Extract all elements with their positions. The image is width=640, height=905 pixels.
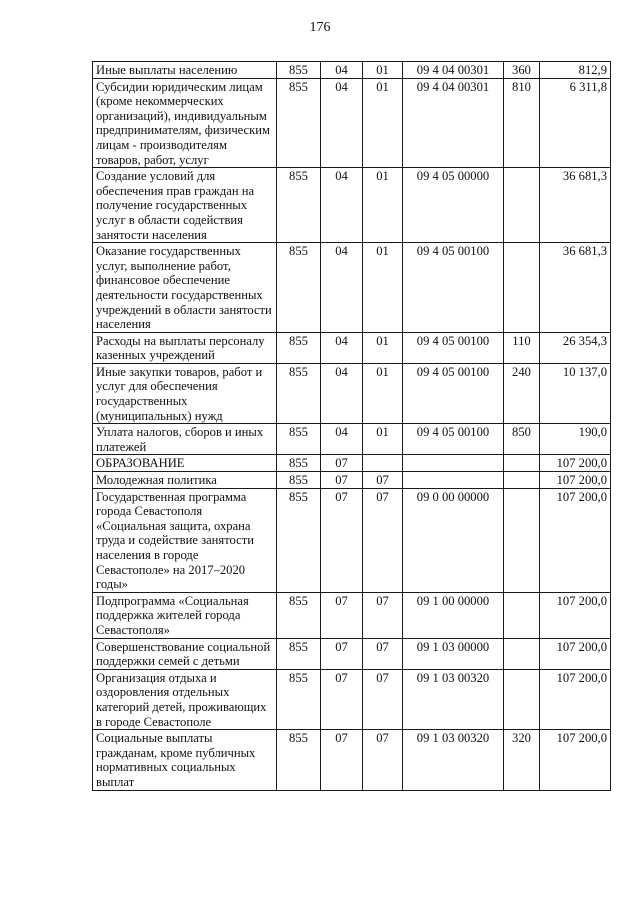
table-row <box>93 332 611 363</box>
cell-admin-code: 855 <box>277 730 321 790</box>
table-row <box>93 669 611 729</box>
cell-section: 04 <box>321 243 363 333</box>
budget-table-body <box>93 62 611 791</box>
cell-amount: 107 200,0 <box>540 472 611 489</box>
cell-expense-type <box>504 488 540 592</box>
cell-target-article: 09 4 05 00100 <box>403 424 504 455</box>
cell-target-article: 09 4 04 00301 <box>403 78 504 168</box>
cell-target-article: 09 1 03 00320 <box>403 730 504 790</box>
cell-name: Государственная программа города Севастополя «Социальная защита, охрана труда и содействие занятости населения в городе Севастополе» на 2017–2020 годы» <box>93 488 277 592</box>
cell-admin-code: 855 <box>277 78 321 168</box>
cell-name: Оказание государственных услуг, выполнение работ, финансовое обеспечение деятельности государственных учреждений в области занятости населения <box>93 243 277 333</box>
page-number: 176 <box>309 20 331 35</box>
table-row <box>93 243 611 333</box>
cell-admin-code: 855 <box>277 488 321 592</box>
cell-target-article: 09 0 00 00000 <box>403 488 504 592</box>
cell-name: Уплата налогов, сборов и иных платежей <box>93 424 277 455</box>
cell-expense-type: 240 <box>504 363 540 423</box>
table-row <box>93 638 611 669</box>
cell-subsection <box>363 455 403 472</box>
cell-amount: 107 200,0 <box>540 488 611 592</box>
cell-amount: 107 200,0 <box>540 592 611 638</box>
cell-target-article: 09 1 03 00000 <box>403 638 504 669</box>
cell-name: Иные выплаты населению <box>93 62 277 79</box>
cell-name: Социальные выплаты гражданам, кроме публичных нормативных социальных выплат <box>93 730 277 790</box>
cell-subsection: 07 <box>363 472 403 489</box>
cell-subsection: 01 <box>363 332 403 363</box>
table-row <box>93 455 611 472</box>
cell-target-article: 09 1 03 00320 <box>403 669 504 729</box>
table-row <box>93 424 611 455</box>
cell-amount: 26 354,3 <box>540 332 611 363</box>
cell-amount: 107 200,0 <box>540 638 611 669</box>
cell-amount: 107 200,0 <box>540 669 611 729</box>
cell-expense-type <box>504 455 540 472</box>
cell-target-article: 09 4 05 00100 <box>403 243 504 333</box>
cell-target-article <box>403 455 504 472</box>
cell-amount: 107 200,0 <box>540 730 611 790</box>
cell-name: Субсидии юридическим лицам (кроме некоммерческих организаций), индивидуальным предпринимателям, физическим лицам - производителям товаров, работ, услуг <box>93 78 277 168</box>
cell-section: 07 <box>321 455 363 472</box>
table-row <box>93 168 611 243</box>
cell-expense-type <box>504 168 540 243</box>
cell-expense-type: 850 <box>504 424 540 455</box>
cell-amount: 812,9 <box>540 62 611 79</box>
cell-subsection: 01 <box>363 243 403 333</box>
cell-name: Подпрограмма «Социальная поддержка жителей города Севастополя» <box>93 592 277 638</box>
cell-admin-code: 855 <box>277 638 321 669</box>
cell-section: 04 <box>321 168 363 243</box>
cell-name: Расходы на выплаты персоналу казенных учреждений <box>93 332 277 363</box>
cell-amount: 10 137,0 <box>540 363 611 423</box>
cell-admin-code: 855 <box>277 424 321 455</box>
cell-name: Молодежная политика <box>93 472 277 489</box>
cell-name: Организация отдыха и оздоровления отдельных категорий детей, проживающих в городе Севастополе <box>93 669 277 729</box>
cell-subsection: 07 <box>363 730 403 790</box>
cell-admin-code: 855 <box>277 332 321 363</box>
cell-subsection: 07 <box>363 592 403 638</box>
cell-name: Иные закупки товаров, работ и услуг для обеспечения государственных (муниципальных) нужд <box>93 363 277 423</box>
cell-subsection: 01 <box>363 168 403 243</box>
table-row <box>93 78 611 168</box>
cell-expense-type <box>504 592 540 638</box>
cell-expense-type <box>504 638 540 669</box>
cell-amount: 36 681,3 <box>540 168 611 243</box>
cell-target-article <box>403 472 504 489</box>
cell-target-article: 09 4 05 00100 <box>403 332 504 363</box>
cell-admin-code: 855 <box>277 455 321 472</box>
cell-amount: 107 200,0 <box>540 455 611 472</box>
cell-subsection: 01 <box>363 78 403 168</box>
cell-subsection: 07 <box>363 638 403 669</box>
cell-subsection: 01 <box>363 363 403 423</box>
cell-section: 07 <box>321 472 363 489</box>
cell-admin-code: 855 <box>277 168 321 243</box>
table-row <box>93 730 611 790</box>
cell-subsection: 07 <box>363 488 403 592</box>
cell-section: 07 <box>321 638 363 669</box>
cell-section: 07 <box>321 669 363 729</box>
cell-section: 04 <box>321 332 363 363</box>
cell-amount: 190,0 <box>540 424 611 455</box>
cell-admin-code: 855 <box>277 243 321 333</box>
cell-subsection: 01 <box>363 424 403 455</box>
cell-admin-code: 855 <box>277 592 321 638</box>
budget-table <box>92 61 611 791</box>
cell-expense-type <box>504 669 540 729</box>
table-row <box>93 472 611 489</box>
cell-amount: 6 311,8 <box>540 78 611 168</box>
cell-section: 04 <box>321 363 363 423</box>
cell-expense-type: 360 <box>504 62 540 79</box>
cell-subsection: 01 <box>363 62 403 79</box>
cell-section: 04 <box>321 62 363 79</box>
cell-expense-type <box>504 472 540 489</box>
cell-admin-code: 855 <box>277 669 321 729</box>
cell-section: 04 <box>321 424 363 455</box>
cell-subsection: 07 <box>363 669 403 729</box>
cell-target-article: 09 4 05 00000 <box>403 168 504 243</box>
cell-target-article: 09 1 00 00000 <box>403 592 504 638</box>
cell-admin-code: 855 <box>277 62 321 79</box>
table-row <box>93 488 611 592</box>
cell-expense-type: 810 <box>504 78 540 168</box>
cell-section: 07 <box>321 730 363 790</box>
cell-name: Создание условий для обеспечения прав граждан на получение государственных услуг в области содействия занятости населения <box>93 168 277 243</box>
cell-section: 07 <box>321 592 363 638</box>
cell-target-article: 09 4 04 00301 <box>403 62 504 79</box>
cell-expense-type <box>504 243 540 333</box>
cell-section: 04 <box>321 78 363 168</box>
cell-expense-type: 320 <box>504 730 540 790</box>
cell-name: Совершенствование социальной поддержки семей с детьми <box>93 638 277 669</box>
cell-amount: 36 681,3 <box>540 243 611 333</box>
cell-name: ОБРАЗОВАНИЕ <box>93 455 277 472</box>
table-row <box>93 592 611 638</box>
table-row <box>93 62 611 79</box>
cell-target-article: 09 4 05 00100 <box>403 363 504 423</box>
cell-section: 07 <box>321 488 363 592</box>
cell-expense-type: 110 <box>504 332 540 363</box>
cell-admin-code: 855 <box>277 472 321 489</box>
table-row <box>93 363 611 423</box>
cell-admin-code: 855 <box>277 363 321 423</box>
